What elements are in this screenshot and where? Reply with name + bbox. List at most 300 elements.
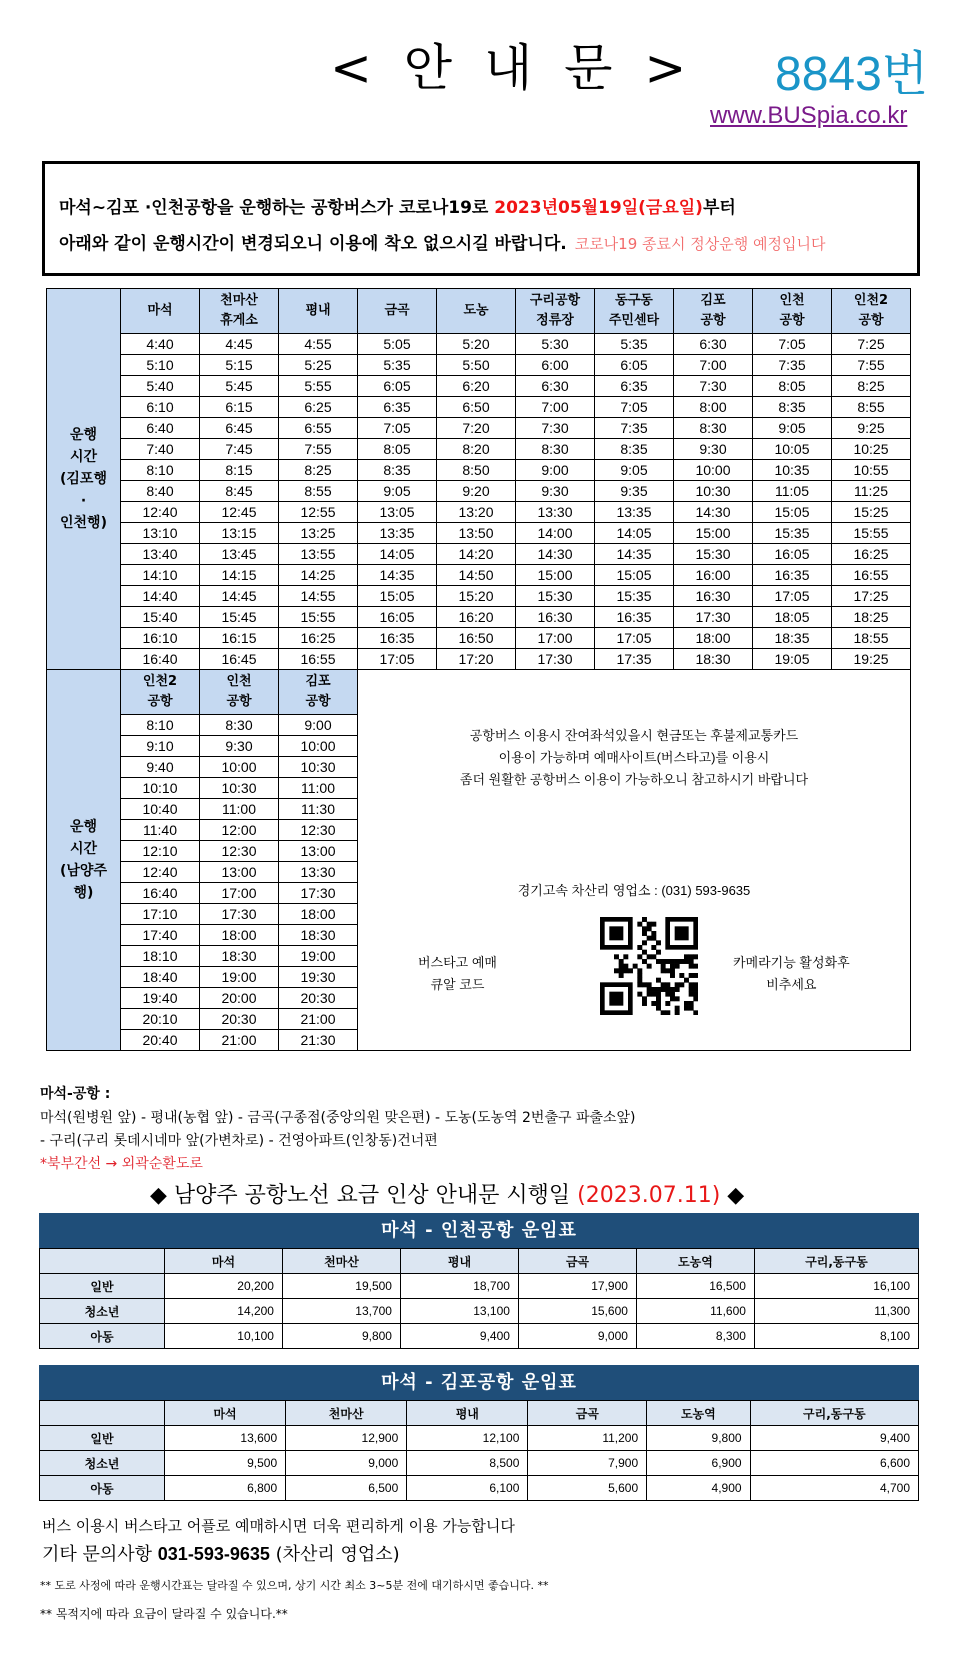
- table-row: [47, 376, 911, 397]
- contact-info: [42, 1540, 400, 1566]
- column-header-line: 인천2: [853, 293, 889, 308]
- time-cell: 9:00: [279, 715, 358, 736]
- time-cell: 21:00: [279, 1009, 358, 1030]
- time-cell: 16:00: [674, 565, 753, 586]
- time-cell: 17:00: [200, 883, 279, 904]
- time-cell: 10:10: [121, 778, 200, 799]
- info-text: [358, 725, 910, 791]
- fare-notice-text: ◆ 남양주 공항노선 요금 인상 안내문 시행일: [150, 1183, 578, 1208]
- time-cell: 6:05: [358, 376, 437, 397]
- time-cell: 6:55: [279, 418, 358, 439]
- fare-cell: 9,000: [286, 1451, 407, 1476]
- time-cell: 15:55: [279, 607, 358, 628]
- column-header-line: 공항: [858, 313, 884, 328]
- column-header: [674, 289, 753, 334]
- time-cell: 12:30: [279, 820, 358, 841]
- time-cell: 15:30: [674, 544, 753, 565]
- qr-label-right: [733, 952, 850, 996]
- route-info-line-2: - 구리(구리 롯데시네마 앞(가변차로) - 건영아파트(인창동)건너편: [40, 1133, 438, 1149]
- fare-notice-headline: [150, 1178, 744, 1209]
- column-header: [279, 289, 358, 334]
- time-cell: 17:10: [121, 904, 200, 925]
- time-cell: 5:25: [279, 355, 358, 376]
- time-cell: 18:10: [121, 946, 200, 967]
- column-header-line: 공항: [700, 313, 726, 328]
- time-cell: 11:05: [753, 481, 832, 502]
- qr-label-line: 큐알 코드: [430, 977, 485, 992]
- time-cell: 10:35: [753, 460, 832, 481]
- column-header-line: 정류장: [536, 313, 574, 328]
- fare-corner: [40, 1249, 165, 1274]
- time-cell: 17:05: [595, 628, 674, 649]
- time-cell: 6:15: [200, 397, 279, 418]
- column-header-line: 동구동: [615, 293, 653, 308]
- office-contact: 경기고속 차산리 영업소 : (031) 593-9635: [517, 883, 751, 898]
- time-cell: 7:00: [516, 397, 595, 418]
- column-header-line: 공항: [147, 694, 173, 709]
- time-cell: 19:05: [753, 649, 832, 670]
- time-cell: 8:05: [753, 376, 832, 397]
- time-cell: 12:40: [121, 502, 200, 523]
- time-cell: 4:45: [200, 334, 279, 355]
- column-header-line: 인천: [779, 293, 805, 308]
- route-number: 8843번: [775, 48, 929, 101]
- time-cell: 16:45: [200, 649, 279, 670]
- time-cell: 14:35: [358, 565, 437, 586]
- fare-column-header: 금곡: [518, 1249, 636, 1274]
- website-link[interactable]: www.BUSpia.co.kr: [710, 102, 908, 129]
- fare-cell: 10,100: [165, 1324, 283, 1349]
- time-cell: 10:25: [832, 439, 911, 460]
- time-cell: 9:10: [121, 736, 200, 757]
- time-cell: 17:30: [279, 883, 358, 904]
- time-cell: 19:00: [279, 946, 358, 967]
- time-cell: 12:00: [200, 820, 279, 841]
- table-row: [47, 334, 911, 355]
- time-cell: 16:50: [437, 628, 516, 649]
- time-cell: 15:05: [753, 502, 832, 523]
- time-cell: 8:55: [279, 481, 358, 502]
- footnote-fare: ** 목적지에 따라 요금이 달라질 수 있습니다.**: [40, 1607, 288, 1621]
- time-cell: 17:25: [832, 586, 911, 607]
- time-cell: 14:30: [674, 502, 753, 523]
- time-cell: 9:00: [516, 460, 595, 481]
- fare-notice-date: (2023.07.11): [577, 1183, 721, 1208]
- column-header-line: 평내: [305, 303, 331, 318]
- qr-label-line: 비추세요: [766, 977, 817, 992]
- time-cell: 18:30: [279, 925, 358, 946]
- time-cell: 14:10: [121, 565, 200, 586]
- time-cell: 21:30: [279, 1030, 358, 1051]
- time-cell: 5:45: [200, 376, 279, 397]
- time-cell: 6:00: [516, 355, 595, 376]
- fare-column-header: 평내: [400, 1249, 518, 1274]
- time-cell: 10:05: [753, 439, 832, 460]
- time-cell: 19:00: [200, 967, 279, 988]
- footnote-schedule: ** 도로 사정에 따라 운행시간표는 달라질 수 있으며, 상기 시간 최소 3~5분 전에 대기하시면 좋습니다. **: [40, 1579, 549, 1592]
- app-booking-note: 버스 이용시 버스타고 어플로 예매하시면 더욱 편리하게 이용 가능합니다: [42, 1517, 515, 1535]
- side-label-line: 운행: [69, 427, 98, 443]
- fare-cell: 6,100: [407, 1476, 528, 1501]
- column-header-line: 휴게소: [220, 313, 258, 328]
- time-cell: 18:00: [674, 628, 753, 649]
- time-cell: 14:25: [279, 565, 358, 586]
- time-cell: 13:40: [121, 544, 200, 565]
- fare-column-header: 마석: [165, 1249, 283, 1274]
- time-cell: 8:35: [358, 460, 437, 481]
- fare-cell: 9,500: [165, 1451, 286, 1476]
- time-cell: 18:40: [121, 967, 200, 988]
- time-cell: 18:30: [200, 946, 279, 967]
- time-cell: 13:15: [200, 523, 279, 544]
- contact-suffix: (차산리 영업소): [269, 1544, 400, 1565]
- time-cell: 12:45: [200, 502, 279, 523]
- time-cell: 14:05: [358, 544, 437, 565]
- time-cell: 8:25: [832, 376, 911, 397]
- time-cell: 7:20: [437, 418, 516, 439]
- time-cell: 20:00: [200, 988, 279, 1009]
- fare-cell: 14,200: [165, 1299, 283, 1324]
- time-cell: 12:55: [279, 502, 358, 523]
- column-header-line: 공항: [779, 313, 805, 328]
- time-cell: 5:10: [121, 355, 200, 376]
- time-cell: 5:20: [437, 334, 516, 355]
- time-cell: 16:25: [832, 544, 911, 565]
- time-cell: 10:40: [121, 799, 200, 820]
- side-label-line: 행): [73, 885, 94, 901]
- time-cell: 17:40: [121, 925, 200, 946]
- qr-label-line: 카메라기능 활성화후: [733, 955, 850, 970]
- column-header-line: 공항: [305, 694, 331, 709]
- side-label-line: (남양주: [60, 863, 107, 879]
- time-cell: 21:00: [200, 1030, 279, 1051]
- time-cell: 19:30: [279, 967, 358, 988]
- time-cell: 11:00: [200, 799, 279, 820]
- side-label-line: (김포행: [60, 471, 107, 487]
- fare-caption: 마석 - 김포공항 운임표: [39, 1365, 919, 1400]
- effective-date: 2023년05월19일(금요일): [494, 198, 703, 218]
- side-label-line: 시간: [69, 841, 98, 857]
- time-cell: 13:30: [516, 502, 595, 523]
- time-cell: 5:05: [358, 334, 437, 355]
- time-cell: 17:30: [516, 649, 595, 670]
- time-cell: 7:30: [516, 418, 595, 439]
- time-cell: 5:30: [516, 334, 595, 355]
- time-cell: 9:05: [358, 481, 437, 502]
- fare-cell: 17,900: [518, 1274, 636, 1299]
- time-cell: 16:35: [595, 607, 674, 628]
- side-label-inbound: [47, 670, 121, 1051]
- column-header-line: 도농: [463, 303, 489, 318]
- table-row: [47, 607, 911, 628]
- covid-note: 코로나19 종료시 정상운행 예정입니다: [574, 235, 826, 253]
- column-header: [516, 289, 595, 334]
- time-cell: 15:35: [595, 586, 674, 607]
- time-cell: 9:20: [437, 481, 516, 502]
- time-cell: 8:45: [200, 481, 279, 502]
- fare-caption: 마석 - 인천공항 운임표: [39, 1213, 919, 1248]
- contact-phone: 031-593-9635: [157, 1544, 270, 1564]
- fare-cell: 9,000: [518, 1324, 636, 1349]
- table-row: [47, 355, 911, 376]
- time-cell: 15:45: [200, 607, 279, 628]
- time-cell: 13:35: [595, 502, 674, 523]
- fare-row-label: 아동: [40, 1476, 165, 1501]
- time-cell: 16:40: [121, 649, 200, 670]
- column-header-line: 구리공항: [529, 293, 581, 308]
- time-cell: 7:55: [832, 355, 911, 376]
- time-cell: 16:05: [753, 544, 832, 565]
- time-cell: 15:05: [595, 565, 674, 586]
- time-cell: 10:30: [674, 481, 753, 502]
- qr-code-icon[interactable]: [600, 917, 698, 1015]
- time-cell: 17:05: [753, 586, 832, 607]
- time-cell: 20:30: [200, 1009, 279, 1030]
- time-cell: 8:30: [200, 715, 279, 736]
- column-header: [437, 289, 516, 334]
- fare-table-gimpo: [39, 1365, 919, 1501]
- time-cell: 14:20: [437, 544, 516, 565]
- time-cell: 9:35: [595, 481, 674, 502]
- time-cell: 8:15: [200, 460, 279, 481]
- time-cell: 6:40: [121, 418, 200, 439]
- time-cell: 14:50: [437, 565, 516, 586]
- info-text-line: 공항버스 이용시 잔여좌석있을시 현금또는 후불제교통카드: [469, 728, 799, 743]
- side-label-line: 시간: [69, 449, 98, 465]
- info-panel: [358, 670, 911, 1051]
- time-cell: 17:05: [358, 649, 437, 670]
- notice-line-1: [59, 190, 917, 226]
- fare-row-label: 청소년: [40, 1299, 165, 1324]
- time-cell: 15:35: [753, 523, 832, 544]
- time-cell: 6:50: [437, 397, 516, 418]
- time-cell: 8:10: [121, 715, 200, 736]
- notice-text: 아래와 같이 운행시간이 변경되오니 이용에 착오 없으시길 바랍니다.: [59, 234, 567, 254]
- time-cell: 16:40: [121, 883, 200, 904]
- info-text-line: 이용이 가능하며 예매사이트(버스타고)를 이용시: [498, 750, 770, 765]
- time-cell: 7:30: [674, 376, 753, 397]
- time-cell: 16:35: [358, 628, 437, 649]
- time-cell: 9:30: [200, 736, 279, 757]
- time-cell: 11:25: [832, 481, 911, 502]
- time-cell: 10:00: [279, 736, 358, 757]
- time-cell: 16:25: [279, 628, 358, 649]
- time-cell: 6:25: [279, 397, 358, 418]
- time-cell: 15:30: [516, 586, 595, 607]
- column-header-line: 김포: [305, 674, 331, 689]
- notice-text: 부터: [702, 198, 736, 218]
- qr-label-line: 버스타고 예매: [418, 955, 497, 970]
- time-cell: 8:50: [437, 460, 516, 481]
- time-cell: 7:05: [358, 418, 437, 439]
- time-cell: 20:40: [121, 1030, 200, 1051]
- fare-cell: 13,600: [165, 1426, 286, 1451]
- time-cell: 6:05: [595, 355, 674, 376]
- fare-notice-text: ◆: [720, 1183, 745, 1208]
- time-cell: 8:05: [358, 439, 437, 460]
- time-cell: 18:30: [674, 649, 753, 670]
- time-cell: 6:35: [358, 397, 437, 418]
- side-label-outbound: [47, 289, 121, 670]
- fare-cell: 11,300: [754, 1299, 918, 1324]
- time-cell: 20:10: [121, 1009, 200, 1030]
- time-cell: 5:35: [358, 355, 437, 376]
- time-cell: 7:55: [279, 439, 358, 460]
- time-cell: 18:25: [832, 607, 911, 628]
- fare-cell: 20,200: [165, 1274, 283, 1299]
- route-info-title: 마석-공항 :: [40, 1086, 111, 1102]
- time-cell: 15:00: [516, 565, 595, 586]
- time-cell: 9:25: [832, 418, 911, 439]
- time-cell: 11:30: [279, 799, 358, 820]
- time-cell: 16:05: [358, 607, 437, 628]
- time-cell: 15:40: [121, 607, 200, 628]
- column-header-line: 공항: [226, 694, 252, 709]
- table-row: [47, 418, 911, 439]
- table-row: [47, 439, 911, 460]
- column-header: [121, 670, 200, 715]
- time-cell: 16:30: [674, 586, 753, 607]
- side-label-line: ·: [80, 493, 87, 509]
- time-cell: 13:00: [279, 841, 358, 862]
- table-row: [47, 586, 911, 607]
- fare-row-label: 아동: [40, 1324, 165, 1349]
- fare-cell: 8,100: [754, 1324, 918, 1349]
- timetable-header-row: [47, 670, 911, 715]
- fare-column-header: 평내: [407, 1401, 528, 1426]
- time-cell: 9:30: [516, 481, 595, 502]
- fare-row: [40, 1451, 919, 1476]
- time-cell: 14:05: [595, 523, 674, 544]
- fare-row-label: 청소년: [40, 1451, 165, 1476]
- fare-column-header: 구리,동구동: [754, 1249, 918, 1274]
- time-cell: 18:05: [753, 607, 832, 628]
- time-cell: 18:00: [279, 904, 358, 925]
- time-cell: 18:35: [753, 628, 832, 649]
- column-header: [200, 670, 279, 715]
- time-cell: 13:55: [279, 544, 358, 565]
- fare-header-row: [40, 1249, 919, 1274]
- time-cell: 14:35: [595, 544, 674, 565]
- fare-cell: 13,700: [282, 1299, 400, 1324]
- time-cell: 9:05: [595, 460, 674, 481]
- table-row: [47, 460, 911, 481]
- time-cell: 10:30: [200, 778, 279, 799]
- table-row: [47, 502, 911, 523]
- time-cell: 13:10: [121, 523, 200, 544]
- side-label-line: 인천행): [60, 515, 107, 531]
- time-cell: 10:30: [279, 757, 358, 778]
- fare-cell: 16,100: [754, 1274, 918, 1299]
- time-cell: 15:05: [358, 586, 437, 607]
- time-cell: 13:20: [437, 502, 516, 523]
- time-cell: 13:30: [279, 862, 358, 883]
- time-cell: 7:35: [595, 418, 674, 439]
- time-cell: 15:55: [832, 523, 911, 544]
- fare-cell: 19,500: [282, 1274, 400, 1299]
- side-label-line: 운행: [69, 819, 98, 835]
- time-cell: 10:00: [674, 460, 753, 481]
- fare-table-incheon: [39, 1213, 919, 1349]
- time-cell: 16:30: [516, 607, 595, 628]
- fare-row: [40, 1426, 919, 1451]
- fare-cell: 4,900: [647, 1476, 750, 1501]
- time-cell: 7:05: [753, 334, 832, 355]
- time-cell: 11:40: [121, 820, 200, 841]
- column-header: [753, 289, 832, 334]
- table-row: [47, 481, 911, 502]
- time-cell: 18:00: [200, 925, 279, 946]
- fare-column-header: 천마산: [286, 1401, 407, 1426]
- table-row: [47, 649, 911, 670]
- fare-row: [40, 1274, 919, 1299]
- timetable-header-row: [47, 289, 911, 334]
- time-cell: 15:20: [437, 586, 516, 607]
- fare-cell: 9,400: [750, 1426, 918, 1451]
- fare-row-label: 일반: [40, 1274, 165, 1299]
- time-cell: 16:10: [121, 628, 200, 649]
- fare-cell: 9,800: [647, 1426, 750, 1451]
- time-cell: 12:30: [200, 841, 279, 862]
- timetable: [46, 288, 911, 1051]
- time-cell: 8:30: [516, 439, 595, 460]
- notice-line-2: [59, 226, 917, 262]
- time-cell: 7:00: [674, 355, 753, 376]
- time-cell: 6:45: [200, 418, 279, 439]
- time-cell: 8:25: [279, 460, 358, 481]
- time-cell: 5:15: [200, 355, 279, 376]
- time-cell: 14:30: [516, 544, 595, 565]
- time-cell: 15:00: [674, 523, 753, 544]
- time-cell: 8:35: [753, 397, 832, 418]
- time-cell: 20:30: [279, 988, 358, 1009]
- time-cell: 8:40: [121, 481, 200, 502]
- column-header-line: 인천2: [142, 674, 178, 689]
- time-cell: 8:35: [595, 439, 674, 460]
- route-info-note: *북부간선 → 외곽순환도로: [40, 1156, 203, 1172]
- time-cell: 13:50: [437, 523, 516, 544]
- fare-cell: 6,900: [647, 1451, 750, 1476]
- fare-cell: 8,300: [636, 1324, 754, 1349]
- fare-column-header: 구리,동구동: [750, 1401, 918, 1426]
- time-cell: 19:40: [121, 988, 200, 1009]
- fare-cell: 16,500: [636, 1274, 754, 1299]
- route-info-line-1: 마석(원병원 앞) - 평내(농협 앞) - 금곡(구종점(중앙의원 맞은편) - 도농(도농역 2번출구 파출소앞): [40, 1110, 636, 1126]
- time-cell: 17:20: [437, 649, 516, 670]
- time-cell: 6:20: [437, 376, 516, 397]
- time-cell: 14:40: [121, 586, 200, 607]
- notice-box: [42, 161, 920, 276]
- fare-cell: 6,600: [750, 1451, 918, 1476]
- column-header: [279, 670, 358, 715]
- column-header: [200, 289, 279, 334]
- table-row: [47, 523, 911, 544]
- time-cell: 5:35: [595, 334, 674, 355]
- time-cell: 10:00: [200, 757, 279, 778]
- fare-cell: 6,800: [165, 1476, 286, 1501]
- time-cell: 8:10: [121, 460, 200, 481]
- time-cell: 7:40: [121, 439, 200, 460]
- time-cell: 16:55: [279, 649, 358, 670]
- time-cell: 13:25: [279, 523, 358, 544]
- time-cell: 17:30: [200, 904, 279, 925]
- fare-cell: 7,900: [528, 1451, 647, 1476]
- fare-row-label: 일반: [40, 1426, 165, 1451]
- column-header: [832, 289, 911, 334]
- time-cell: 17:30: [674, 607, 753, 628]
- fare-cell: 8,500: [407, 1451, 528, 1476]
- time-cell: 4:55: [279, 334, 358, 355]
